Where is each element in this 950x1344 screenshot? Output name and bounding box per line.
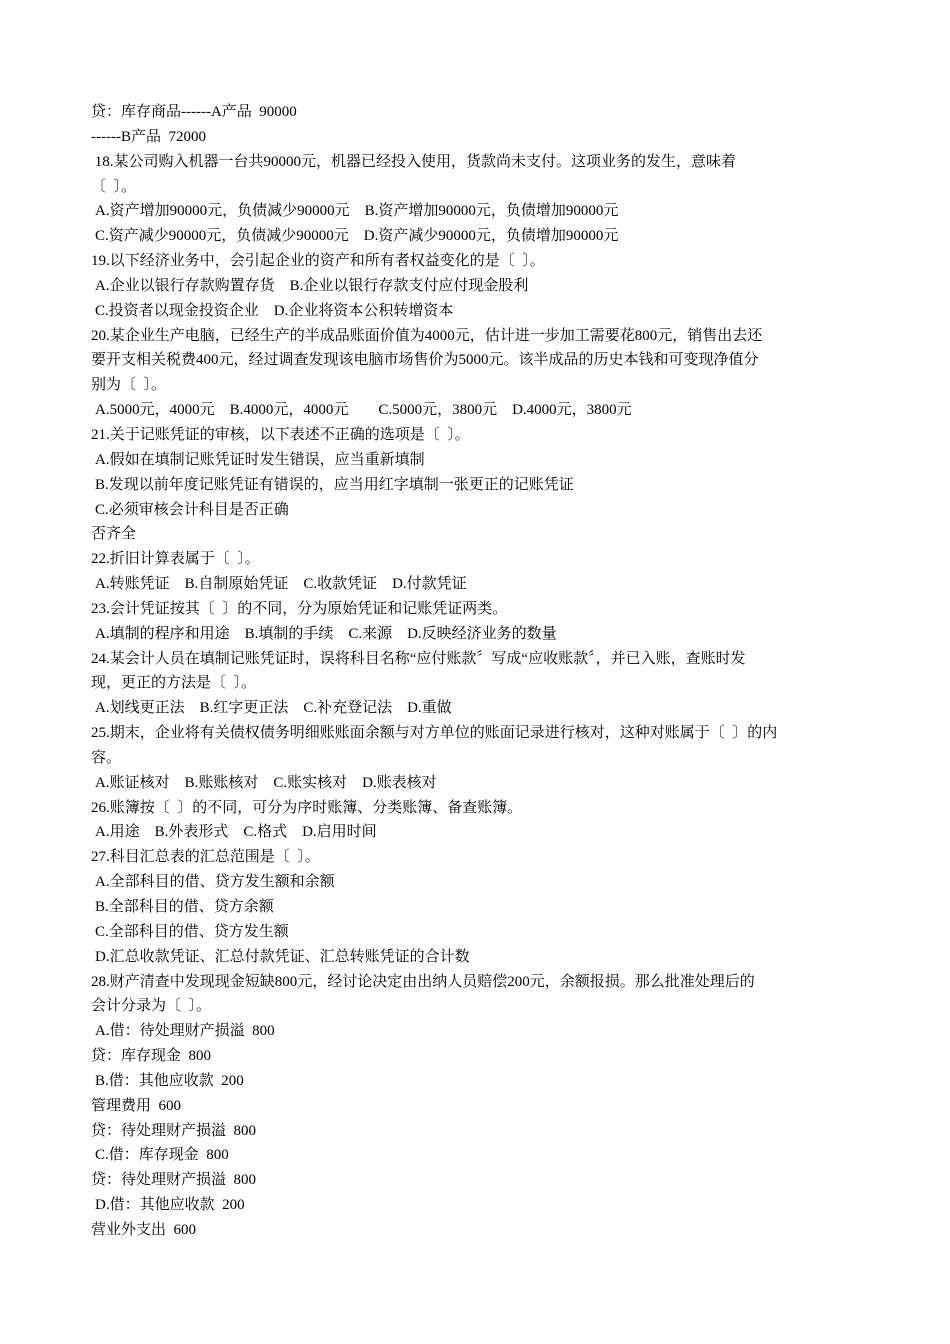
text-line: C.必须审核会计科目是否正确 (95, 501, 289, 518)
text-line: A.5000元，4000元 B.4000元，4000元 C.5000元，3800元 D.4000元，3800元 (95, 402, 632, 419)
text-line: A.用途 B.外表形式 C.格式 D.启用时间 (95, 824, 377, 841)
text-line: 否齐全 (91, 526, 137, 543)
text-line: 管理费用 600 (91, 1097, 182, 1114)
text-line: C.借：库存现金 800 (95, 1147, 229, 1164)
text-line: 要开支相关税费400元，经过调查发现该电脑市场售价为5000元。该半成品的历史本钱和可变现净值分 (91, 352, 759, 369)
text-line: B.发现以前年度记账凭证有错误的，应当用红字填制一张更正的记账凭证 (95, 476, 574, 493)
text-line: 别为〔 〕。 (91, 377, 167, 394)
text-line: 19.以下经济业务中，会引起企业的资产和所有者权益变化的是〔 〕。 (91, 253, 545, 270)
document-page (0, 100, 950, 1243)
text-line: 贷：待处理财产损溢 800 (91, 1172, 257, 1189)
text-line: 27.科目汇总表的汇总范围是〔 〕。 (91, 849, 320, 866)
text-line: 容。 (91, 749, 122, 766)
text-line: 贷：待处理财产损溢 800 (91, 1122, 257, 1139)
text-line: A.账证核对 B.账账核对 C.账实核对 D.账表核对 (95, 774, 437, 791)
text-line: D.汇总收款凭证、汇总付款凭证、汇总转账凭证的合计数 (95, 948, 470, 965)
text-line: 贷：库存商品------A产品 90000 (91, 104, 297, 120)
text-line: 营业外支出 600 (91, 1221, 197, 1238)
text-line: 24.某会计人员在填制记账凭证时，误将科目名称“应付账款〞写成“应收账款〞，并已入账，查账时发 (91, 650, 746, 667)
text-line: B.全部科目的借、贷方余额 (95, 899, 274, 915)
text-line: A.转账凭证 B.自制原始凭证 C.收款凭证 D.付款凭证 (95, 576, 467, 593)
text-line: C.全部科目的借、贷方发生额 (95, 923, 289, 940)
text-line: A.划线更正法 B.红字更正法 C.补充登记法 D.重做 (95, 700, 452, 717)
text-line: 25.期末，企业将有关债权债务明细账账面余额与对方单位的账面记录进行核对，这种对账属于〔 〕的内 (91, 725, 778, 742)
text-line: 28.财产清查中发现现金短缺800元，经讨论决定由出纳人员赔偿200元，余额报损。那么批准处理后的 (91, 973, 755, 990)
text-line: C.资产减少90000元，负债减少90000元 D.资产减少90000元，负债增加90000元 (95, 228, 619, 245)
text-line: 贷：库存现金 800 (91, 1048, 212, 1065)
text-line: A.填制的程序和用途 B.填制的手续 C.来源 D.反映经济业务的数量 (95, 625, 557, 642)
text-line: 〔 〕。 (91, 178, 137, 195)
text-line: 18.某公司购入机器一台共90000元，机器已经投入使用，货款尚未支付。这项业务的发生，意味着 (91, 153, 737, 170)
text-line: A.资产增加90000元，负债减少90000元 B.资产增加90000元，负债增加90000元 (95, 203, 619, 220)
text-line: 23.会计凭证按其〔 〕的不同，分为原始凭证和记账凭证两类。 (91, 600, 508, 617)
text-line: 26.账簿按〔 〕的不同，可分为序时账簿、分类账簿、备查账簿。 (91, 799, 523, 816)
text-line: A.企业以银行存款购置存货 B.企业以银行存款支付应付现金股利 (95, 277, 529, 294)
text-line: 会计分录为〔 〕。 (91, 998, 212, 1015)
text-line: 21.关于记账凭证的审核，以下表述不正确的选项是〔 〕。 (91, 426, 470, 443)
text-line: ------B产品 72000 (91, 128, 206, 145)
text-line: D.借：其他应收款 200 (95, 1197, 245, 1214)
text-line: 现，更正的方法是〔 〕。 (91, 675, 257, 692)
text-line: A.借：待处理财产损溢 800 (95, 1023, 275, 1040)
text-line: A.假如在填制记账凭证时发生错误，应当重新填制 (95, 451, 425, 468)
text-line: 20.某企业生产电脑，已经生产的半成品账面价值为4000元，估计进一步加工需要花800元，销售出去还 (91, 327, 763, 344)
text-line: 22.折旧计算表属于〔 〕。 (91, 551, 260, 568)
text-line: A.全部科目的借、贷方发生额和余额 (95, 874, 335, 891)
text-line: B.借：其他应收款 200 (95, 1072, 244, 1089)
text-line: C.投资者以现金投资企业 D.企业将资本公积转增资本 (95, 302, 454, 319)
